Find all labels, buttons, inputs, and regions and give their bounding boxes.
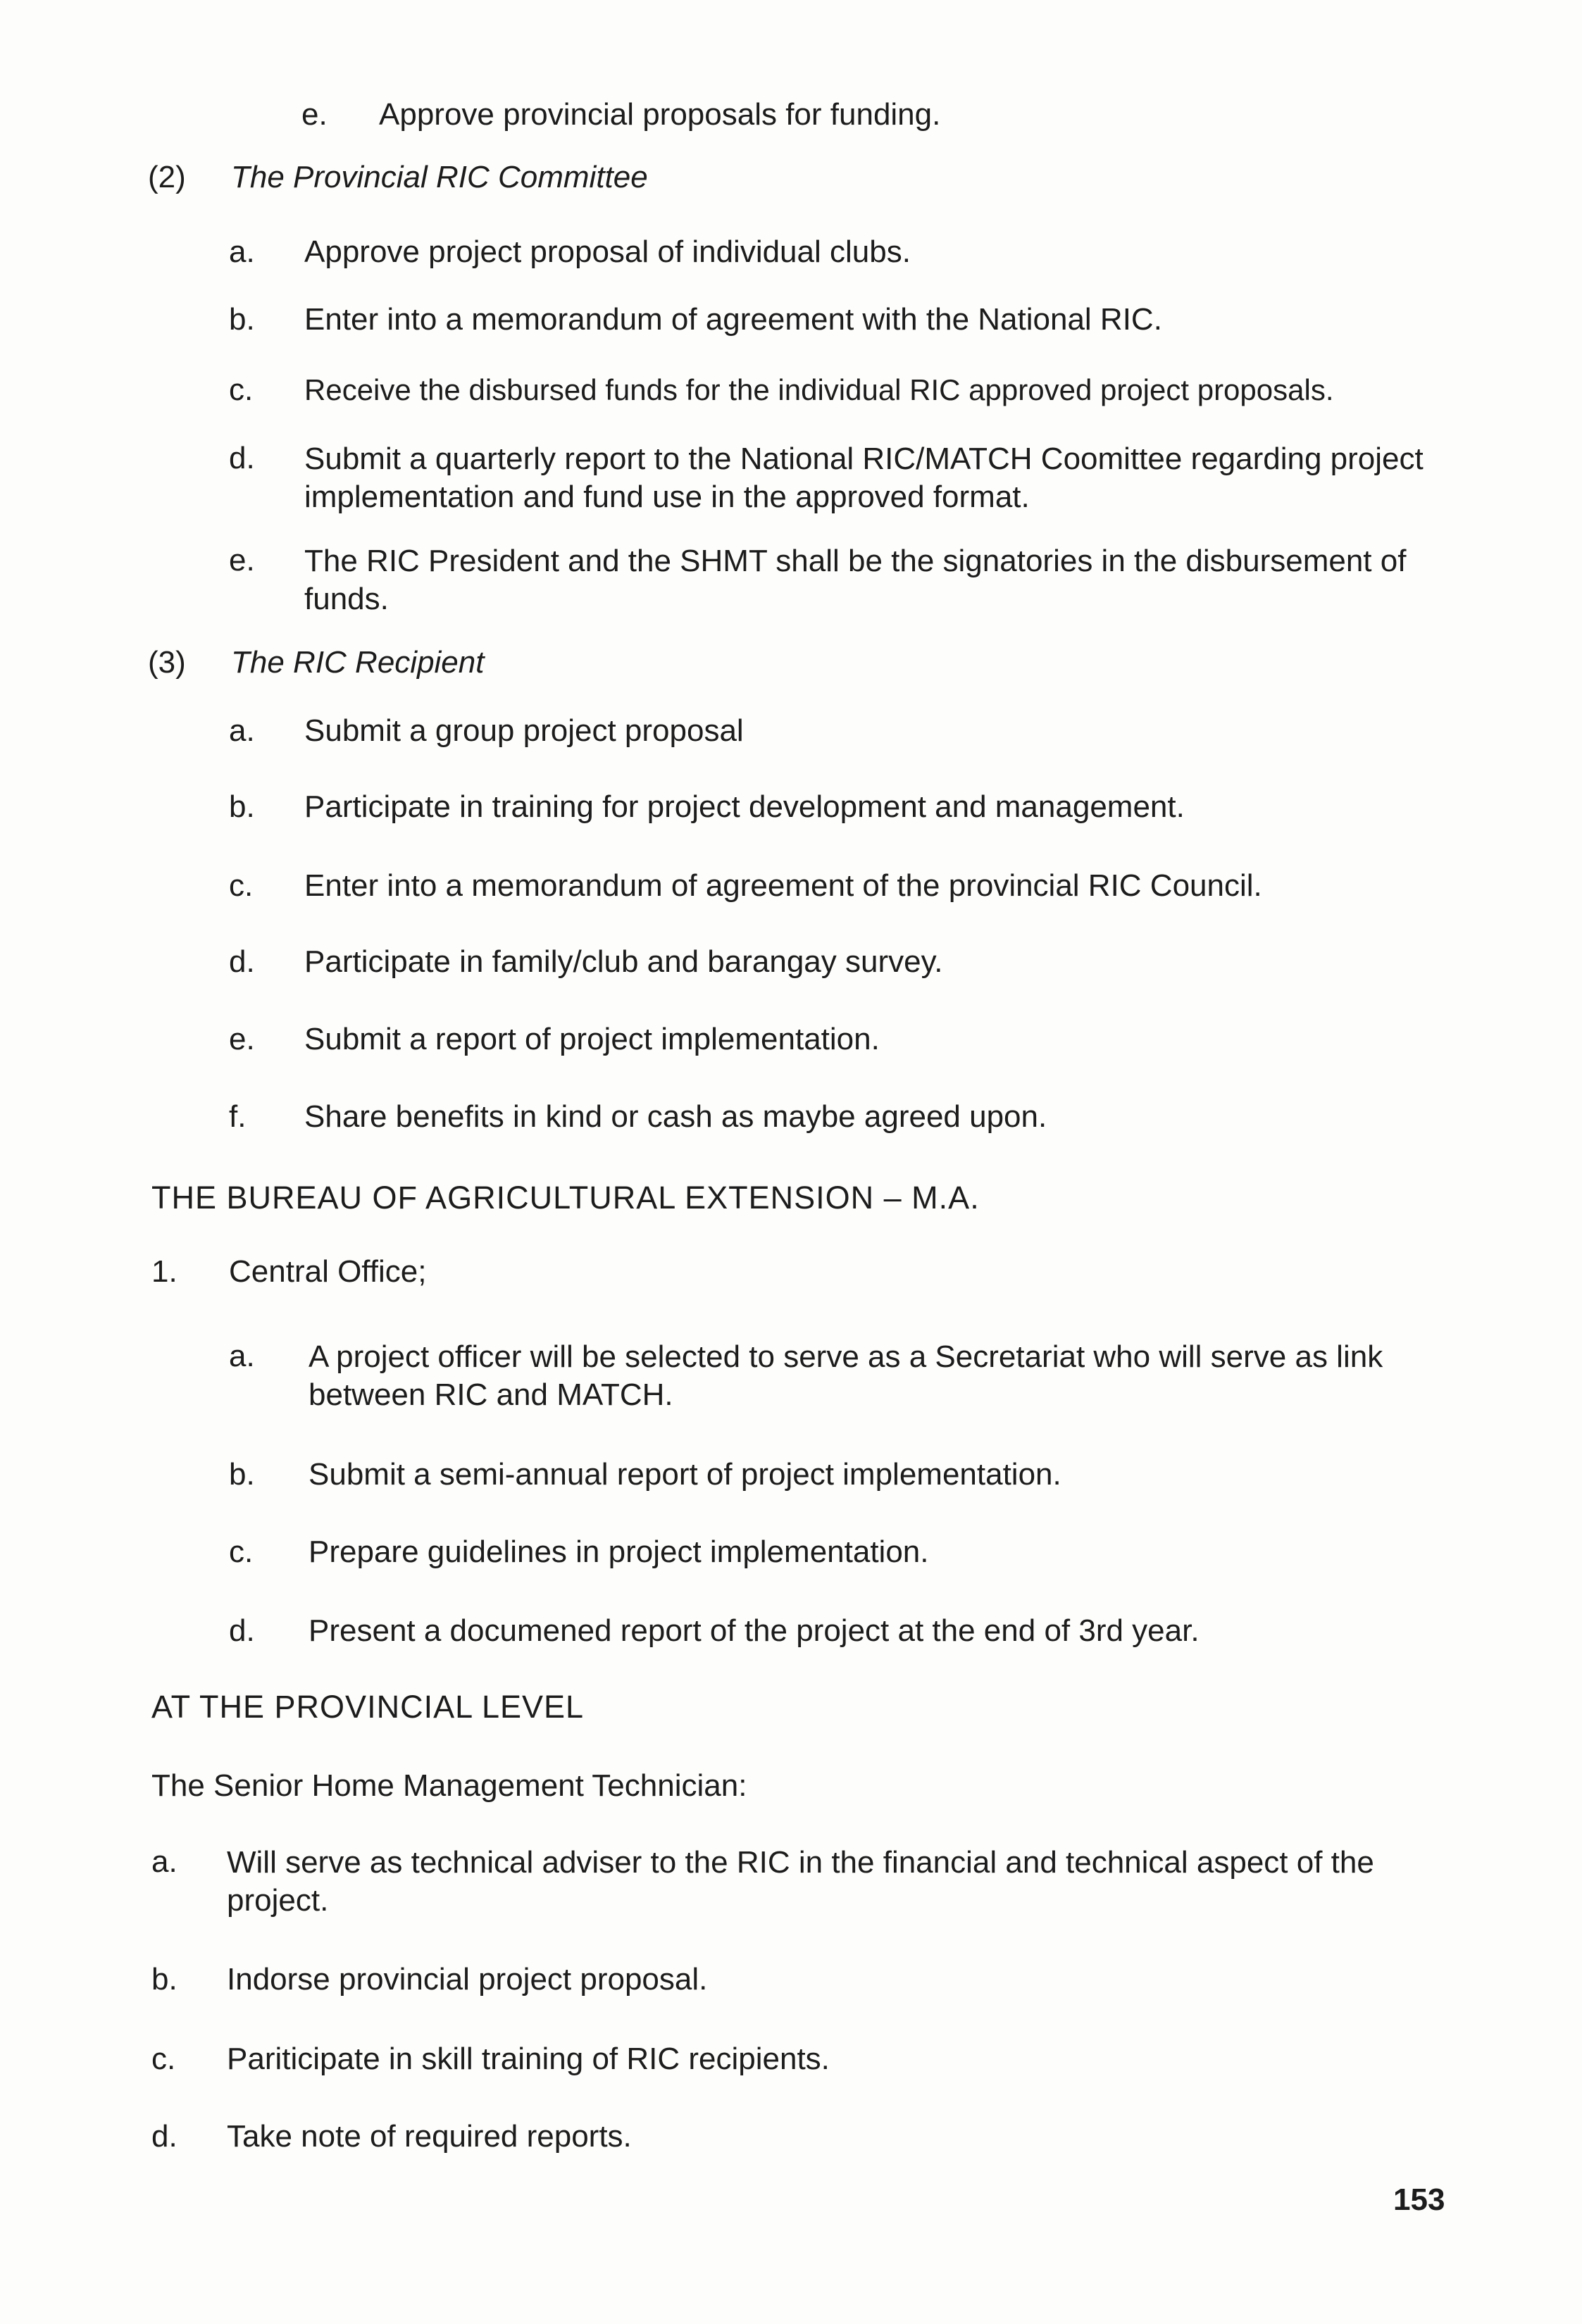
section3-title: The RIC Recipient: [231, 645, 485, 680]
section3-item-label: a.: [229, 713, 255, 748]
section3-item-label: f.: [229, 1099, 247, 1134]
provincial-item-text: Pariticipate in skill training of RIC recipients.: [227, 2042, 830, 2076]
central-office-item-label: c.: [229, 1535, 254, 1569]
central-office-item-label: d.: [229, 1613, 255, 1648]
section2-item-text: Submit a quarterly report to the National RIC/MATCH Coomittee regarding project implementation and fund use in the approved format.: [304, 442, 1424, 514]
provincial-intro: The Senior Home Management Technician:: [151, 1768, 747, 1803]
section2-title: The Provincial RIC Committee: [231, 160, 648, 194]
section2-item-label: c.: [229, 373, 254, 407]
central-office-item-text: Submit a semi-annual report of project implementation.: [309, 1457, 1061, 1492]
provincial-heading: AT THE PROVINCIAL LEVEL: [151, 1689, 585, 1725]
section3-item-label: c.: [229, 868, 254, 903]
section3-item-label: d.: [229, 944, 255, 979]
section3-item-label: b.: [229, 789, 255, 824]
section3-item-label: e.: [229, 1022, 255, 1056]
provincial-item-label: b.: [151, 1962, 177, 1997]
provincial-item-text: Will serve as technical adviser to the RIC in the financial and technical aspect of the project.: [227, 1845, 1374, 1918]
central-office-item-text: Present a documened report of the project at the end of 3rd year.: [309, 1613, 1200, 1648]
central-office-item-label: b.: [229, 1457, 255, 1492]
section2-item-label: e.: [229, 543, 255, 577]
central-office-item-text: A project officer will be selected to serve as a Secretariat who will serve as link between RIC and MATCH.: [309, 1339, 1383, 1412]
section2-item-label: d.: [229, 441, 255, 475]
central-office-item-label: a.: [229, 1339, 255, 1373]
section2-item-text: Approve project proposal of individual clubs.: [304, 235, 911, 269]
provincial-item-text: Take note of required reports.: [227, 2119, 632, 2154]
provincial-item-text: Indorse provincial project proposal.: [227, 1962, 708, 1997]
section3-item-text: Submit a report of project implementation.: [304, 1022, 880, 1056]
intro-item-text: Approve provincial proposals for funding.: [379, 97, 941, 132]
section2-item-text: Receive the disbursed funds for the individual RIC approved project proposals.: [304, 373, 1334, 406]
intro-item-label: e.: [301, 97, 328, 132]
central-office-title: Central Office;: [229, 1254, 427, 1289]
provincial-item-label: a.: [151, 1844, 177, 1879]
section3-number: (3): [148, 645, 186, 680]
section3-item-text: Enter into a memorandum of agreement of the provincial RIC Council.: [304, 868, 1262, 903]
section3-item-text: Submit a group project proposal: [304, 713, 744, 748]
section3-item-text: Participate in training for project development and management.: [304, 789, 1185, 824]
section3-item-text: Participate in family/club and barangay survey.: [304, 944, 943, 979]
section2-item-label: b.: [229, 302, 255, 337]
section2-item-text: The RIC President and the SHMT shall be the signatories in the disbursement of funds.: [304, 544, 1407, 616]
page-number: 153: [1393, 2182, 1445, 2217]
provincial-item-label: c.: [151, 2042, 176, 2076]
section2-item-text: Enter into a memorandum of agreement with the National RIC.: [304, 302, 1162, 337]
section2-number: (2): [148, 160, 186, 194]
central-office-item-text: Prepare guidelines in project implementation.: [309, 1535, 929, 1569]
central-office-number: 1.: [151, 1254, 177, 1289]
section2-item-label: a.: [229, 235, 255, 269]
section3-item-text: Share benefits in kind or cash as maybe agreed upon.: [304, 1099, 1047, 1134]
bureau-heading: THE BUREAU OF AGRICULTURAL EXTENSION – M.A.: [151, 1180, 980, 1216]
provincial-item-label: d.: [151, 2119, 177, 2154]
